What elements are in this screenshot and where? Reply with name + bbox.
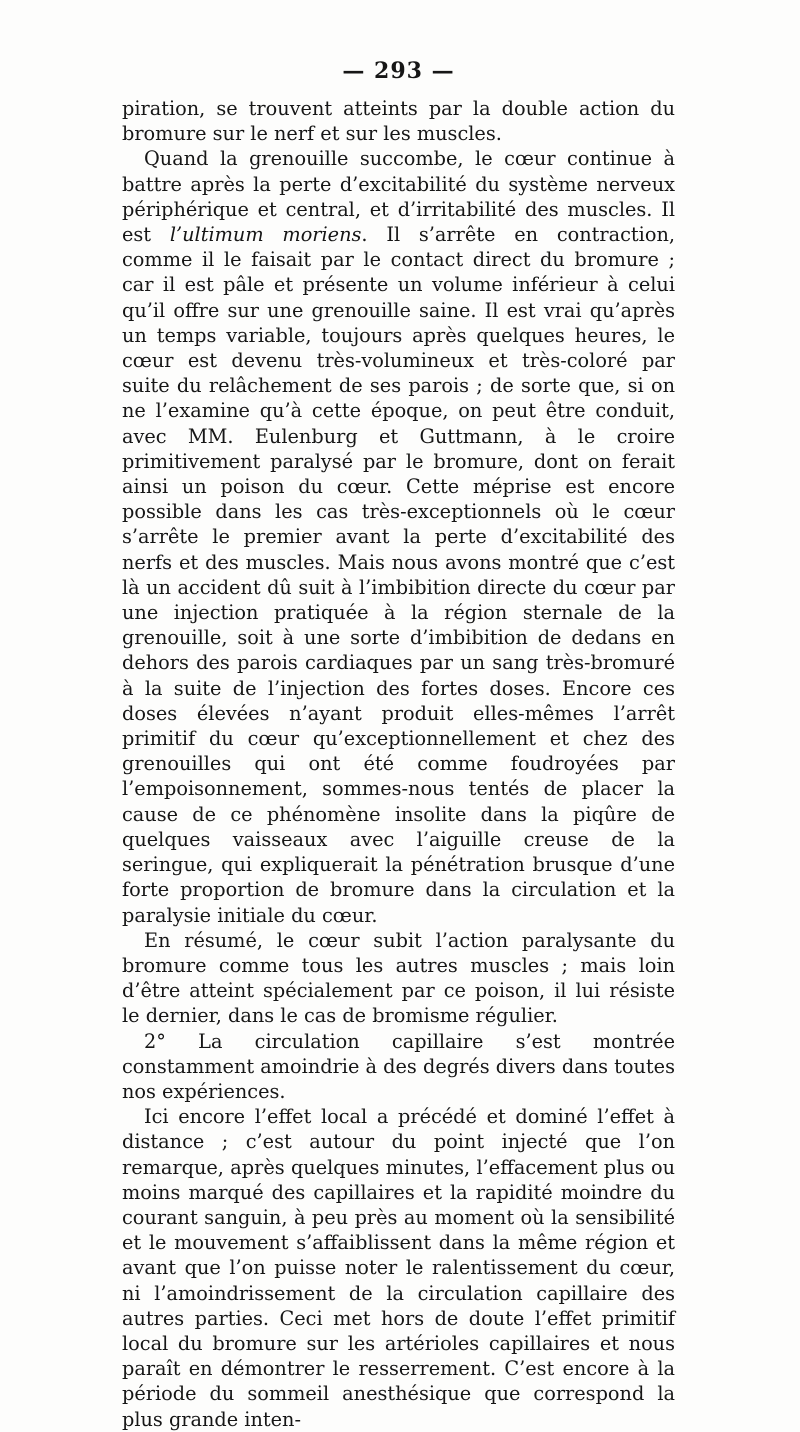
page-number: — 293 —: [342, 58, 455, 84]
paragraph-local-effect: Ici encore l’effet local a précédé et dominé l’effet à distance ; c’est autour du point injecté que l’on remarque, après quelques minutes, l’effacement plus ou moins marqué des capillaires et la rapidité moindre du courant sanguin, à peu près au moment où la sensibilité et le mouvement s’affaiblissent dans la même région et avant que l’on puisse noter le ralentissement du cœur, ni l’amoindrissement de la circulation capillaire des autres parties. Ceci met hors de doute l’effet primitif local du bromure sur les artérioles capillaires et nous paraît en démontrer le resserrement. C’est encore à la période du sommeil anesthésique que correspond la plus grande inten-: [122, 1105, 675, 1431]
paragraph-summary: En résumé, le cœur subit l’action paralysante du bromure comme tous les autres muscles ; mais loin d’être atteint spécialement par ce poison, il lui résiste le dernier, dans le cas de bromisme régulier.: [122, 928, 675, 1028]
paragraph-heart-start: Quand la grenouille succombe, le cœur continue à battre après la perte d’excitabilité du système nerveux périphérique et central, et d’irritabilité des muscles. Il est: [122, 147, 675, 247]
italic-term: l’ultimum moriens: [169, 223, 362, 247]
paragraph-capillary: 2° La circulation capillaire s’est montrée constamment amoindrie à des degrés divers dans toutes nos expériences.: [122, 1029, 675, 1103]
paragraph-continuation: piration, se trouvent atteints par la double action du bromure sur le nerf et sur les muscles.: [122, 97, 675, 146]
paragraph-heart: [122, 146, 675, 927]
body-text: [122, 96, 675, 1432]
paragraph-heart-end: . Il s’arrête en contraction, comme il le faisait par le contact direct du bromure ; car il est pâle et présente un volume inférieur à celui qu’il offre sur une grenouille saine. Il est vrai qu’après un temps variable, toujours après quelques heures, le cœur est devenu très-volumineux et très-coloré par suite du relâchement de ses parois ; de sorte que, si on ne l’examine qu’à cette époque, on peut être conduit, avec MM. Eulenburg et Guttmann, à le croire primitivement paralysé par le bromure, dont on ferait ainsi un poison du cœur. Cette méprise est encore possible dans les cas très-exceptionnels où le cœur s’arrête le premier avant la perte d’excitabilité des nerfs et des muscles. Mais nous avons montré que c’est là un accident dû suit à l’imbibition directe du cœur par une injection pratiquée à la région sternale de la grenouille, soit à une sorte d’imbibition de dedans en dehors des parois cardiaques par un sang très-bromuré à la suite de l’injection des fortes doses. Encore ces doses élevées n’ayant produit elles-mêmes l’arrêt primitif du cœur qu’exceptionnellement et chez des grenouilles qui ont été comme foudroyées par l’empoisonnement, sommes-nous tentés de placer la cause de ce phénomène insolite dans la piqûre de quelques vaisseaux avec l’aiguille creuse de la seringue, qui expliquerait la pénétration brusque d’une forte proportion de bromure dans la circulation et la paralysie initiale du cœur.: [122, 223, 675, 927]
